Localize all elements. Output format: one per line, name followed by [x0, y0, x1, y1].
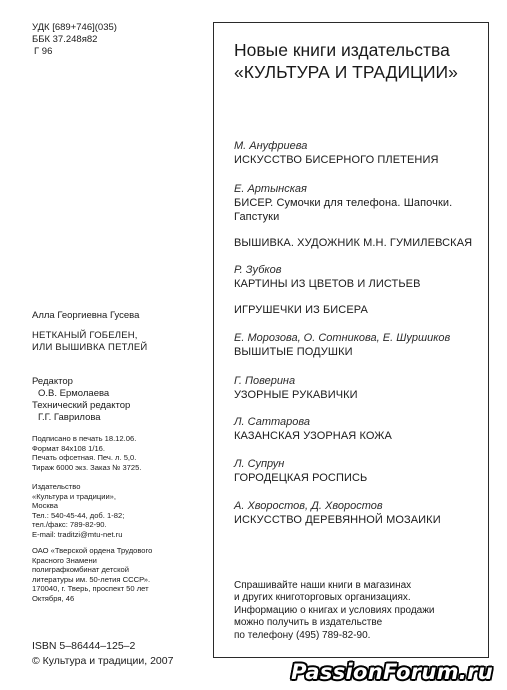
- entry-title: БИСЕР. Сумочки для телефона. Шапочки.: [234, 197, 453, 209]
- entry-author: А. Хворостов, Д. Хворостов: [234, 500, 383, 512]
- entry-title: УЗОРНЫЕ РУКАВИЧКИ: [234, 389, 358, 401]
- classification-codes: [32, 22, 117, 58]
- book-title-line: ИЛИ ВЫШИВКА ПЕТЛЕЙ: [32, 342, 148, 353]
- entry-author: Л. Супрун: [234, 458, 285, 470]
- entry-author: М. Ануфриева: [234, 140, 308, 152]
- editor-role: Редактор: [32, 376, 73, 387]
- panel-title: Новые книги издательства «КУЛЬТУРА И ТРАДИЦИИ»: [234, 40, 458, 82]
- book-entry: [234, 263, 484, 291]
- book-entry: [234, 457, 484, 485]
- book-entry: [234, 331, 484, 359]
- author-mark: Г 96: [34, 46, 53, 57]
- entry-title: ВЫШИВКА. ХУДОЖНИК М.Н. ГУМИЛЕВСКАЯ: [234, 237, 473, 249]
- editors: [32, 376, 130, 424]
- entry-author: Г. Поверина: [234, 375, 296, 387]
- editor-role: Технический редактор: [32, 400, 131, 411]
- book-entry: [234, 499, 484, 527]
- book-entry: [234, 182, 484, 224]
- entry-author: Л. Саттарова: [234, 416, 311, 428]
- printer-info: ОАО «Тверской ордена Трудового Красного Знамени полиграфкомбинат детской литературы им. 50-летия СССР». 170040, г. Тверь, проспект 50 лет Октября, 46: [32, 546, 153, 603]
- book-title: [32, 330, 147, 354]
- print-info: Подписано в печать 18.12.06. Формат 84x108 1/16. Печать офсетная. Печ. л. 5,0. Тираж 6000 экз. Заказ № 3725.: [32, 434, 142, 472]
- entry-title: ИСКУССТВО ДЕРЕВЯННОЙ МОЗАИКИ: [234, 514, 441, 526]
- book-entry: [234, 303, 484, 317]
- udk-code: УДК [689+746](035): [32, 22, 117, 33]
- entry-author: Е. Морозова, О. Сотникова, Е. Шуршиков: [234, 332, 451, 344]
- new-books-panel: [213, 22, 489, 658]
- book-entry: [234, 139, 484, 167]
- entry-title: КАРТИНЫ ИЗ ЦВЕТОВ И ЛИСТЬЕВ: [234, 278, 421, 290]
- book-title-line: НЕТКАНЫЙ ГОБЕЛЕН,: [32, 330, 138, 341]
- purchase-info: Спрашивайте наши книги в магазинах и других книготорговых организациях. Информацию о книгах и условиях продажи можно получить в издательстве по телефону (495) 789-82-90.: [234, 580, 435, 641]
- book-entry: [234, 415, 484, 443]
- author-name: Алла Георгиевна Гусева: [32, 310, 140, 321]
- publisher-info: Издательство «Культура и традиции», Москва Тел.: 540-45-44, доб. 1-82; тел./факс: 789-82-90. E-mail: traditzi@mtu-net.ru: [32, 482, 125, 539]
- entry-title: Гапстуки: [234, 211, 280, 223]
- book-entry: [234, 236, 484, 250]
- watermark-logo: PassionForum.ru: [291, 660, 493, 684]
- entry-author: Е. Артынская: [234, 183, 307, 195]
- entry-title: ГОРОДЕЦКАЯ РОСПИСЬ: [234, 472, 368, 484]
- entry-title: КАЗАНСКАЯ УЗОРНАЯ КОЖА: [234, 430, 392, 442]
- entry-title: ИГРУШЕЧКИ ИЗ БИСЕРА: [234, 304, 368, 316]
- entry-title: ВЫШИТЫЕ ПОДУШКИ: [234, 346, 353, 358]
- book-entry: [234, 374, 484, 402]
- editor-name: Г.Г. Гаврилова: [38, 412, 101, 423]
- bbk-code: ББК 37.248я82: [32, 34, 98, 45]
- isbn: ISBN 5–86444–125–2: [32, 640, 136, 652]
- entry-author: Р. Зубков: [234, 264, 282, 276]
- editor-name: О.В. Ермолаева: [38, 388, 110, 399]
- copyright: © Культура и традиции, 2007: [32, 655, 174, 667]
- entry-title: ИСКУССТВО БИСЕРНОГО ПЛЕТЕНИЯ: [234, 154, 439, 166]
